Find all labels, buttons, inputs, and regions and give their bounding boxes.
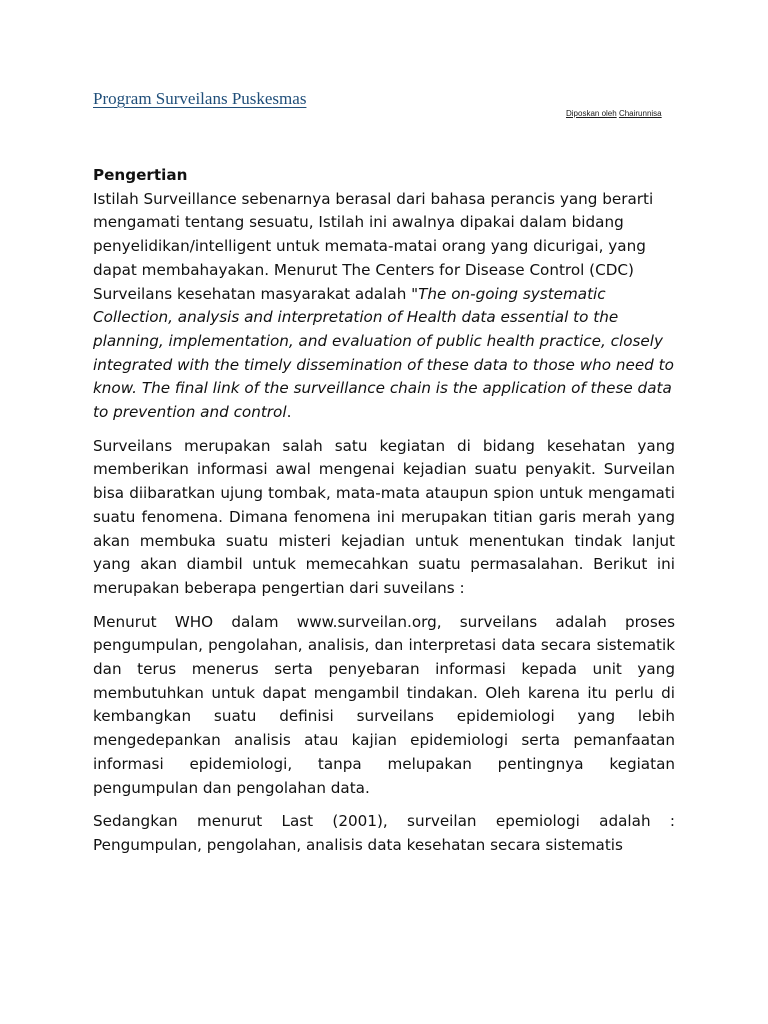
paragraph-definition: [93, 188, 675, 425]
paragraph-who-definition: Menurut WHO dalam www.surveilan.org, surveilans adalah proses pengumpulan, pengolahan, analisis, dan interpretasi data secara sistematik dan terus menerus serta penyebaran informasi kepada unit yang membutuhkan untuk dapat mengambil tindakan. Oleh karena itu perlu di kembangkan suatu definisi surveilans epidemiologi yang lebih mengedepankan analisis atau kajian epidemiologi serta pemanfaatan informasi epidemiologi, tanpa melupakan pentingnya kegiatan pengumpulan dan pengolahan data.: [93, 612, 675, 797]
byline-prefix: Diposkan oleh: [566, 109, 617, 118]
paragraph-definition-end: .: [286, 403, 292, 422]
document-title-link[interactable]: Program Surveilans Puskesmas: [93, 89, 307, 108]
paragraph-definition-text: Istilah Surveillance sebenarnya berasal dari bahasa perancis yang berarti mengamati tentang sesuatu, Istilah ini awalnya dipakai dalam bidang penyelidikan/intelligent untuk memata-matai orang yang dicurigai, yang dapat membahayakan. Menurut The Centers for Disease Control (CDC) Surveilans kesehatan masyarakat adalah ": [93, 189, 654, 303]
cdc-quote: The on-going systematic Collection, analysis and interpretation of Health data essential to the planning, implementation, and evaluation of public health practice, closely integrated with the timely dissemination of these data to those who need to know. The final link of the surveillance chain is the application of these data to prevention and control: [93, 284, 674, 422]
paragraph-surveilans-intro: Surveilans merupakan salah satu kegiatan di bidang kesehatan yang memberikan informasi awal mengenai kejadian suatu penyakit. Surveilan bisa diibaratkan ujung tombak, mata-mata ataupun spion untuk mengamati suatu fenomena. Dimana fenomena ini merupakan titian garis merah yang akan membuka suatu misteri kejadian untuk menentukan tindak lanjut yang akan diambil untuk memecahkan suatu permasalahan. Berikut ini merupakan beberapa pengertian dari suveilans :: [93, 436, 675, 597]
paragraph-last-definition: Sedangkan menurut Last (2001), surveilan epemiologi adalah : Pengumpulan, pengolahan, analisis data kesehatan secara sistematis: [93, 812, 675, 854]
section-heading: Pengertian: [93, 166, 188, 184]
byline: [566, 109, 662, 118]
document-body: [93, 164, 675, 858]
byline-author-link[interactable]: Chairunnisa: [618, 109, 662, 118]
